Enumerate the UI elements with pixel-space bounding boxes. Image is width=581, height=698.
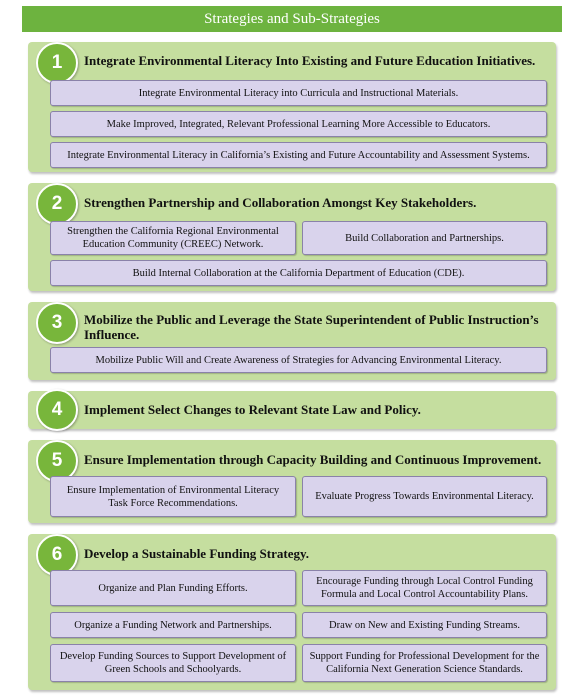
strategy-number-5: 5 (36, 440, 78, 482)
strategy-panel-5 (28, 440, 556, 523)
strategy-title-6: Develop a Sustainable Funding Strategy. (84, 546, 310, 561)
sub-strategy-2-3: Build Internal Collaboration at the California Department of Education (CDE). (50, 260, 547, 286)
diagram-title: Strategies and Sub-Strategies (22, 6, 562, 32)
strategy-title-2: Strengthen Partnership and Collaboration Amongst Key Stakeholders. (84, 195, 477, 210)
sub-strategy-5-2: Evaluate Progress Towards Environmental Literacy. (302, 476, 547, 517)
sub-strategy-2-1: Strengthen the California Regional Environmental Education Community (CREEC) Network. (50, 221, 296, 255)
strategy-number-1: 1 (36, 42, 78, 84)
strategy-number-6: 6 (36, 534, 78, 576)
sub-strategy-6-3: Organize a Funding Network and Partnerships. (50, 612, 296, 638)
strategy-number-4: 4 (36, 389, 78, 431)
strategy-number-2: 2 (36, 183, 78, 225)
sub-strategy-6-1: Organize and Plan Funding Efforts. (50, 570, 296, 606)
sub-strategy-6-5: Develop Funding Sources to Support Development of Green Schools and Schoolyards. (50, 644, 296, 682)
strategy-title-5: Ensure Implementation through Capacity Building and Continuous Improvement. (84, 452, 542, 467)
strategy-title-1: Integrate Environmental Literacy Into Existing and Future Education Initiatives. (84, 53, 536, 68)
strategy-panel-4 (28, 391, 556, 429)
strategy-panel-1 (28, 42, 556, 172)
strategy-title-4: Implement Select Changes to Relevant State Law and Policy. (84, 402, 421, 417)
sub-strategy-1-1: Integrate Environmental Literacy into Curricula and Instructional Materials. (50, 80, 547, 106)
strategy-panel-3 (28, 302, 556, 380)
strategy-number-3: 3 (36, 302, 78, 344)
sub-strategy-5-1: Ensure Implementation of Environmental Literacy Task Force Recommendations. (50, 476, 296, 517)
sub-strategy-2-2: Build Collaboration and Partnerships. (302, 221, 547, 255)
sub-strategy-1-3: Integrate Environmental Literacy in California’s Existing and Future Accountability and Assessment Systems. (50, 142, 547, 168)
sub-strategy-1-2: Make Improved, Integrated, Relevant Professional Learning More Accessible to Educators. (50, 111, 547, 137)
sub-strategy-6-2: Encourage Funding through Local Control Funding Formula and Local Control Accountability Plans. (302, 570, 547, 606)
strategy-panel-2 (28, 183, 556, 291)
sub-strategy-6-6: Support Funding for Professional Development for the California Next Generation Science Standards. (302, 644, 547, 682)
strategy-panel-6 (28, 534, 556, 690)
sub-strategy-3-1: Mobilize Public Will and Create Awareness of Strategies for Advancing Environmental Literacy. (50, 347, 547, 373)
sub-strategy-6-4: Draw on New and Existing Funding Streams. (302, 612, 547, 638)
strategy-title-3: Mobilize the Public and Leverage the State Superintendent of Public Instruction’s Influence. (84, 312, 539, 342)
